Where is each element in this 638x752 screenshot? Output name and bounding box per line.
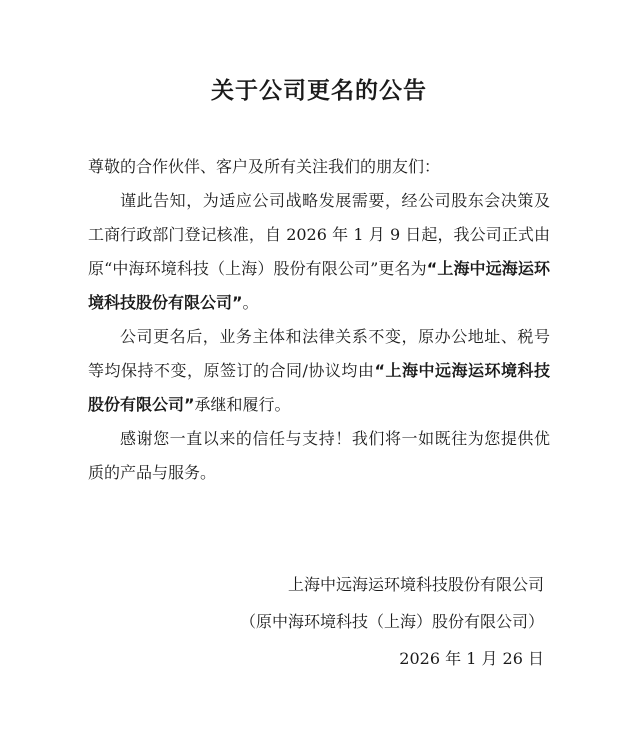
announcement-body: [88, 150, 550, 490]
signature-date: 2026 年 1 月 26 日: [399, 649, 544, 668]
paragraph-thanks: 感谢您一直以来的信任与支持！我们将一如既往为您提供优质的产品与服务。: [88, 429, 550, 482]
paragraph-continuity-text: 公司更名后，业务主体和法律关系不变，原办公地址、税号等均保持不变，原签订的合同/协议均由: [88, 327, 550, 380]
paragraph-notice: [88, 184, 550, 320]
paragraph-continuity-end: 承继和履行。: [194, 395, 291, 414]
new-company-name-2: “上海中远海运环境科技股份有限公司”: [88, 361, 550, 414]
paragraph-notice-end: 。: [242, 293, 259, 312]
announcement-title: 关于公司更名的公告: [211, 78, 427, 104]
paragraph-continuity: [88, 320, 550, 422]
new-company-name: “上海中远海运环境科技股份有限公司”: [88, 259, 550, 312]
signature-former-name: （原中海环境科技（上海）股份有限公司）: [239, 612, 544, 631]
salutation: 尊敬的合作伙伴、客户及所有关注我们的朋友们：: [88, 157, 441, 176]
paragraph-notice-text: 谨此告知，为适应公司战略发展需要，经公司股东会决策及工商行政部门登记核准，自 2026 年 1 月 9 日起，我公司正式由原“中海环境科技（上海）股份有限公司”更名为: [88, 191, 550, 278]
signature-company: 上海中远海运环境科技股份有限公司: [287, 575, 544, 594]
